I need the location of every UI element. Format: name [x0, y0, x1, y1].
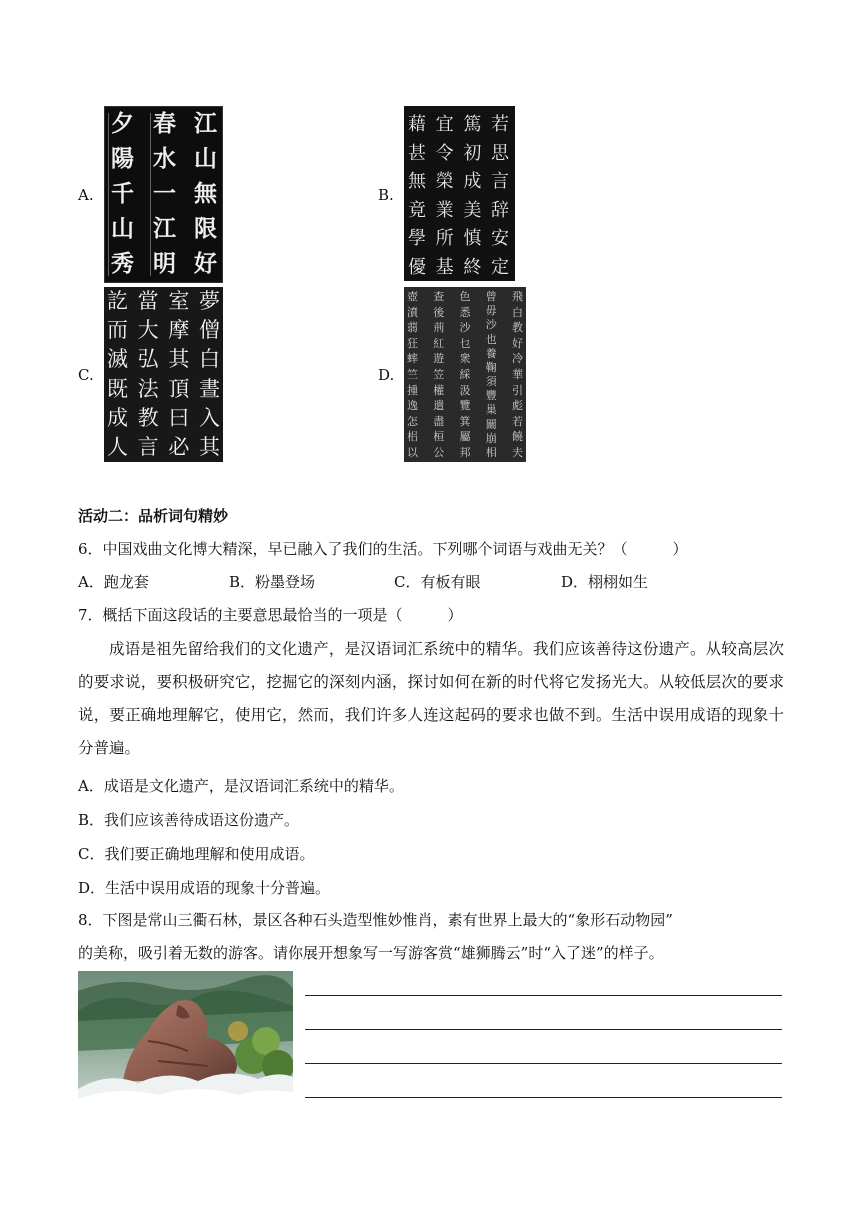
calligraphy-character: 箕 [459, 414, 471, 428]
calligraphy-character: 無 [194, 181, 217, 207]
calligraphy-character: 大 [137, 318, 159, 343]
q7-option-b[interactable]: B．我们应该善待成语这份遗产。 [78, 811, 300, 829]
calligraphy-character: 桓 [433, 430, 445, 444]
calligraphy-character: 基 [435, 256, 454, 278]
question-7-text: 7．概括下面这段话的主要意思最恰当的一项是（ ） [78, 606, 463, 624]
calligraphy-character: 須 [485, 375, 497, 389]
calligraphy-character: 美 [463, 199, 482, 221]
calligraphy-character: 飛 [512, 290, 523, 303]
answer-line-1[interactable] [305, 995, 782, 996]
calligraphy-column [138, 291, 159, 458]
calligraphy-image-b[interactable] [404, 106, 515, 281]
calligraphy-character: 千 [111, 181, 134, 207]
option-b-label: B. [378, 186, 394, 204]
calligraphy-image-c[interactable] [104, 287, 223, 462]
calligraphy-character: 室 [168, 289, 190, 313]
calligraphy-character: 篤 [463, 114, 482, 135]
calligraphy-character: 訖 [107, 289, 128, 313]
calligraphy-character: 彪 [512, 399, 523, 413]
calligraphy-character: 言 [490, 171, 509, 193]
calligraphy-character: 逸 [407, 399, 418, 413]
calligraphy-character: 夢 [198, 289, 220, 313]
calligraphy-character: 言 [137, 434, 159, 459]
calligraphy-character: 頂 [168, 376, 190, 401]
section-title: 活动二：品析词句精妙 [78, 507, 229, 525]
calligraphy-character: 蒻 [407, 321, 418, 335]
calligraphy-character: 好 [194, 251, 217, 277]
calligraphy-character: 揰 [407, 383, 418, 397]
calligraphy-character: 晝 [198, 376, 220, 401]
calligraphy-character: 綵 [459, 367, 471, 381]
calligraphy-character: 壺 [407, 290, 418, 303]
calligraphy-character: 白 [512, 305, 523, 319]
calligraphy-character: 教 [137, 405, 159, 430]
calligraphy-character: 關 [485, 417, 497, 431]
calligraphy-character: 以 [407, 445, 418, 459]
calligraphy-character: 冷 [512, 352, 523, 366]
calligraphy-character: 夕 [111, 111, 134, 137]
calligraphy-character: 僧 [198, 318, 220, 343]
calligraphy-character: 而 [107, 318, 128, 343]
calligraphy-column [192, 113, 219, 276]
calligraphy-character: 權 [433, 383, 445, 397]
q6-option-c[interactable]: C．有板有眼 [394, 573, 481, 591]
calligraphy-character: 蟀 [407, 352, 418, 366]
calligraphy-character: 曰 [168, 405, 190, 430]
calligraphy-character: 終 [463, 256, 482, 278]
q6-option-b[interactable]: B．粉墨登场 [229, 573, 316, 591]
calligraphy-column [491, 116, 509, 277]
calligraphy-character: 山 [194, 146, 217, 172]
calligraphy-character: 若 [512, 414, 523, 428]
calligraphy-character: 狂 [407, 336, 418, 350]
calligraphy-character: 好 [512, 336, 523, 350]
calligraphy-character: 其 [198, 434, 220, 459]
calligraphy-character: 成 [107, 405, 128, 430]
calligraphy-character: 汲 [459, 383, 471, 397]
calligraphy-character: 華 [512, 367, 523, 381]
question-8-line1: 8．下图是常山三衢石林，景区各种石头造型惟妙惟肖，素有世界上最大的“象形石动物园” [78, 911, 673, 929]
calligraphy-character: 也 [485, 332, 497, 346]
calligraphy-character: 無 [408, 171, 426, 193]
calligraphy-character: 優 [408, 256, 426, 278]
calligraphy-character: 令 [435, 142, 454, 164]
calligraphy-character: 成 [463, 171, 482, 193]
calligraphy-character: 入 [198, 405, 220, 430]
calligraphy-character: 弘 [137, 347, 159, 372]
calligraphy-character: 夫 [512, 445, 523, 459]
calligraphy-character: 巢 [485, 403, 497, 417]
calligraphy-character: 安 [490, 228, 509, 250]
calligraphy-character: 豐 [485, 389, 497, 403]
answer-line-4[interactable] [305, 1097, 782, 1098]
calligraphy-character: 悉 [459, 305, 471, 319]
calligraphy-character: 荊 [433, 321, 445, 335]
calligraphy-character: 梠 [407, 430, 418, 444]
calligraphy-column [463, 116, 481, 277]
calligraphy-character: 曾 [485, 290, 497, 303]
calligraphy-character: 乜 [459, 336, 471, 350]
calligraphy-character: 明 [153, 251, 176, 277]
calligraphy-character: 若 [490, 114, 509, 135]
calligraphy-character: 水 [153, 146, 176, 172]
q7-option-d[interactable]: D．生活中误用成语的现象十分普遍。 [78, 879, 331, 897]
option-a-label: A. [78, 186, 94, 204]
calligraphy-character: 白 [198, 347, 220, 372]
calligraphy-column [460, 291, 471, 458]
answer-line-3[interactable] [305, 1063, 782, 1064]
calligraphy-character: 邦 [459, 445, 471, 459]
calligraphy-character: 限 [194, 216, 217, 242]
calligraphy-character: 饒 [512, 430, 523, 444]
q6-option-a[interactable]: A．跑龙套 [78, 573, 149, 591]
calligraphy-column [512, 291, 523, 458]
q6-option-d[interactable]: D．栩栩如生 [561, 573, 649, 591]
calligraphy-character: 濆 [407, 305, 418, 319]
calligraphy-character: 甚 [408, 142, 426, 164]
calligraphy-character: 教 [512, 321, 523, 335]
calligraphy-image-d[interactable] [404, 287, 526, 462]
calligraphy-column [168, 291, 189, 458]
calligraphy-character: 思 [490, 142, 509, 164]
calligraphy-character: 竺 [407, 367, 418, 381]
calligraphy-character: 秀 [111, 251, 134, 277]
calligraphy-character: 其 [168, 347, 190, 372]
calligraphy-character: 定 [490, 256, 509, 278]
calligraphy-character: 榮 [435, 171, 454, 193]
calligraphy-character: 沙 [485, 318, 497, 332]
calligraphy-character: 宜 [435, 114, 454, 135]
option-d-label: D. [378, 366, 395, 384]
calligraphy-character: 竟 [408, 199, 426, 221]
calligraphy-character: 盡 [433, 414, 445, 428]
calligraphy-character: 慎 [463, 228, 482, 250]
calligraphy-column [408, 116, 426, 277]
q7-option-c[interactable]: C．我们要正确地理解和使用成语。 [78, 845, 315, 863]
calligraphy-column [150, 113, 178, 276]
calligraphy-column [433, 291, 444, 458]
calligraphy-character: 覽 [459, 399, 471, 413]
calligraphy-character: 色 [459, 290, 471, 303]
calligraphy-character: 相 [485, 445, 497, 459]
calligraphy-character: 一 [153, 181, 176, 207]
calligraphy-character: 當 [137, 289, 159, 313]
calligraphy-character: 江 [153, 216, 176, 242]
calligraphy-character: 遊 [433, 352, 445, 366]
calligraphy-character: 引 [512, 383, 523, 397]
calligraphy-character: 遣 [433, 399, 445, 413]
calligraphy-character: 屬 [459, 430, 471, 444]
calligraphy-character: 辞 [490, 199, 509, 221]
calligraphy-character: 衆 [459, 352, 471, 366]
calligraphy-character: 紅 [433, 336, 445, 350]
calligraphy-character: 藉 [408, 114, 426, 135]
calligraphy-character: 笠 [433, 367, 445, 381]
calligraphy-character: 崩 [485, 431, 497, 445]
calligraphy-column [436, 116, 454, 277]
calligraphy-character: 毋 [485, 304, 497, 318]
calligraphy-column [108, 113, 136, 276]
question-7-passage: 成语是祖先留给我们的文化遗产，是汉语词汇系统中的精华。我们应该善待这份遗产。从较高层次的要求说，要积极研究它，挖掘它的深刻内涵，探讨如何在新的时代将它发扬光大。从较低层次的要求说，要正确地理解它，使用它，然而，我们许多人连这起码的要求也做不到。生活中误用成语的现象十分普遍。 [78, 640, 784, 757]
calligraphy-character: 學 [408, 228, 426, 250]
calligraphy-character: 摩 [168, 318, 190, 343]
lion-rock-photo [78, 971, 293, 1107]
calligraphy-character: 業 [435, 199, 454, 221]
calligraphy-character: 初 [463, 142, 482, 164]
calligraphy-character: 滅 [107, 347, 128, 372]
question-6-text: 6．中国戏曲文化博大精深，早已融入了我们的生活。下列哪个词语与戏曲无关？（ ） [78, 540, 688, 558]
calligraphy-column [107, 291, 128, 458]
calligraphy-column [199, 291, 220, 458]
calligraphy-character: 公 [433, 445, 445, 459]
calligraphy-character: 鞠 [485, 360, 497, 374]
answer-line-2[interactable] [305, 1029, 782, 1030]
calligraphy-column [407, 291, 418, 458]
calligraphy-character: 後 [433, 305, 445, 319]
calligraphy-character: 沙 [459, 321, 471, 335]
q7-option-a[interactable]: A．成语是文化遗产，是汉语词汇系统中的精华。 [78, 777, 404, 795]
calligraphy-character: 春 [153, 111, 176, 137]
calligraphy-column [486, 291, 497, 458]
option-c-label: C. [78, 366, 94, 384]
calligraphy-character: 查 [433, 290, 445, 303]
calligraphy-image-a[interactable] [104, 106, 223, 283]
calligraphy-character: 必 [168, 434, 190, 459]
calligraphy-character: 所 [435, 228, 454, 250]
calligraphy-character: 法 [137, 376, 159, 401]
calligraphy-character: 既 [107, 376, 128, 401]
calligraphy-character: 山 [111, 216, 134, 242]
question-8-line2: 的美称，吸引着无数的游客。请你展开想象写一写游客赏“雄狮腾云”时“入了迷”的样子。 [78, 944, 664, 962]
calligraphy-character: 養 [485, 346, 497, 360]
calligraphy-character: 人 [107, 434, 128, 459]
calligraphy-character: 怎 [407, 414, 418, 428]
calligraphy-character: 陽 [111, 146, 134, 172]
calligraphy-character: 江 [194, 111, 217, 137]
